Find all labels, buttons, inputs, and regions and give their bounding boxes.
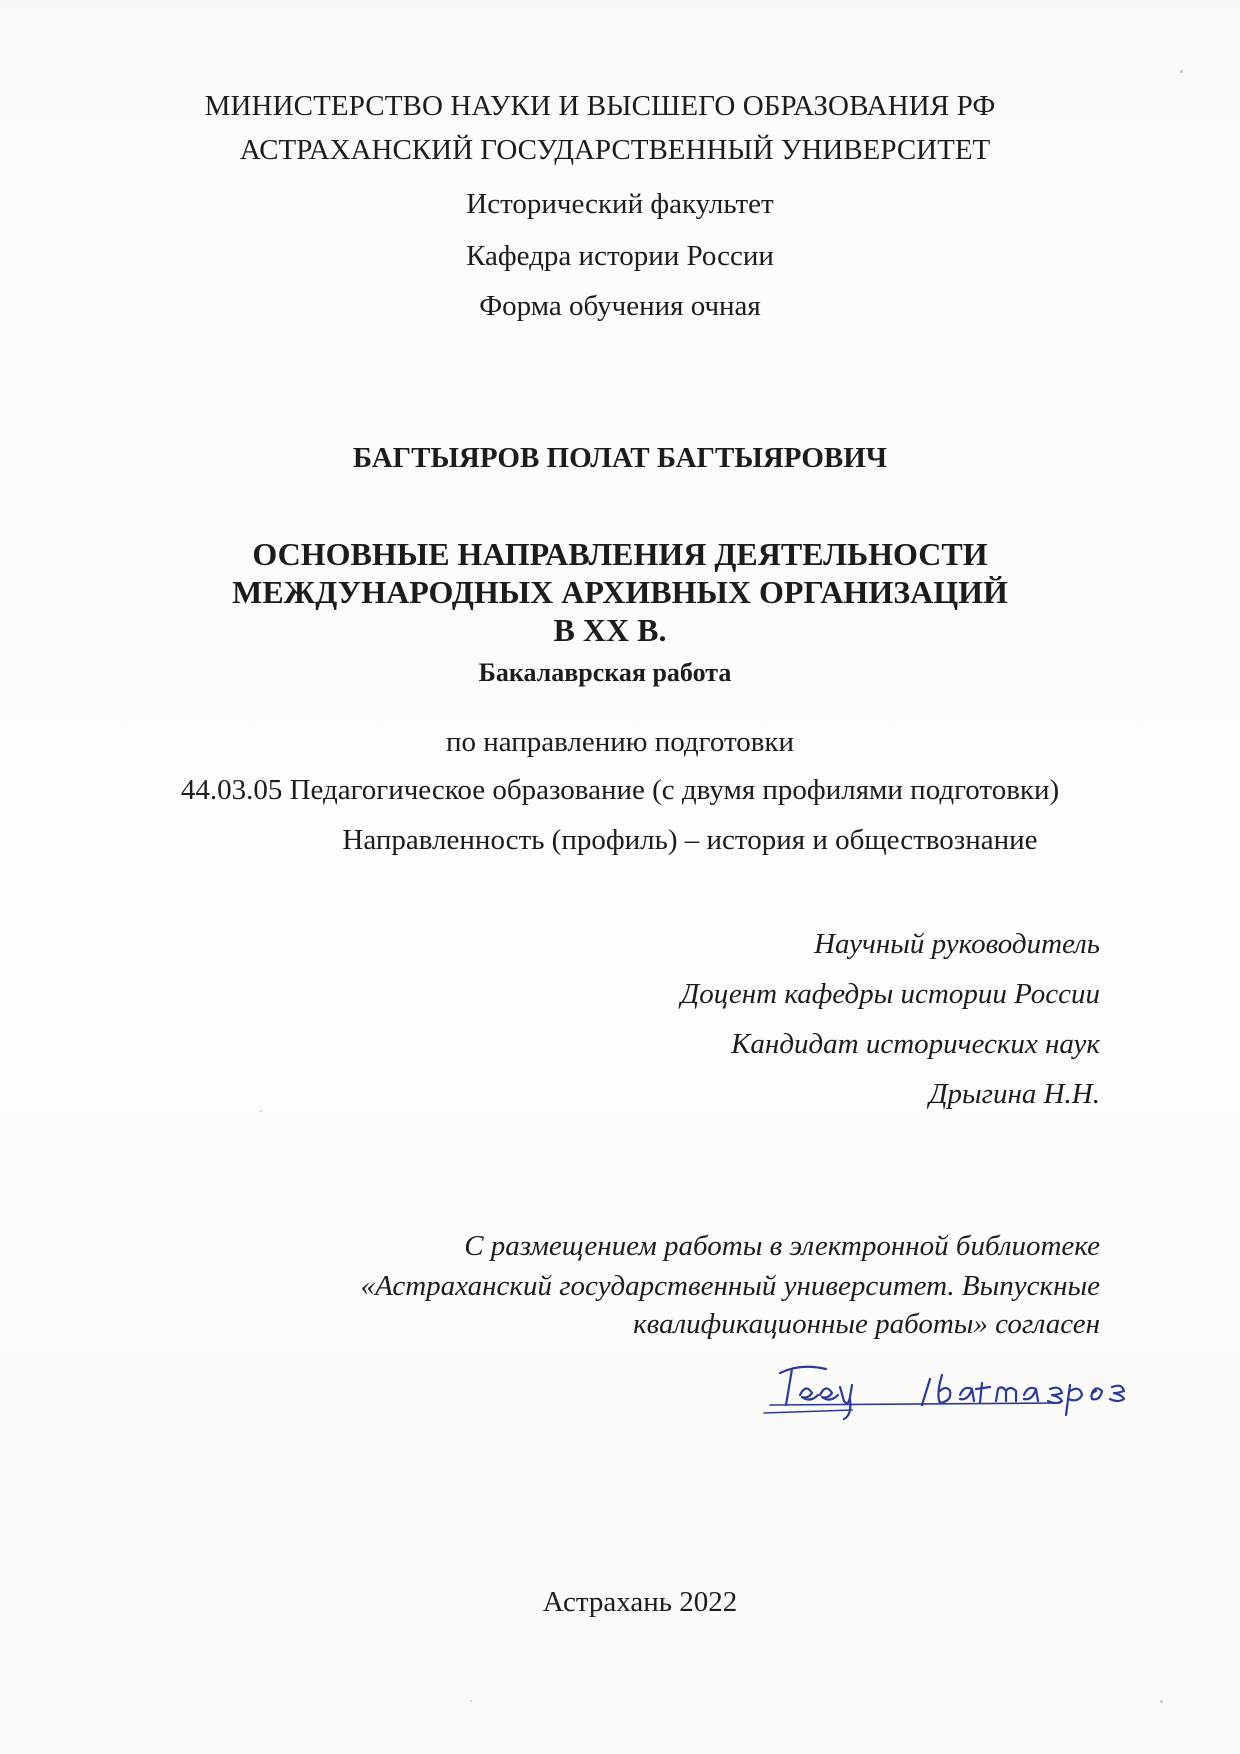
supervisor-role: Научный руководитель <box>814 928 1100 960</box>
consent-line-3: квалификационные работы» согласен <box>633 1308 1100 1340</box>
department-line: Кафедра истории России <box>466 240 774 272</box>
signature-icon <box>760 1355 1150 1425</box>
consent-line-2: «Астраханский государственный университет. Выпускные <box>360 1270 1100 1302</box>
scan-speck <box>1160 1700 1163 1703</box>
scan-speck <box>470 1700 472 1702</box>
thesis-title-line-3: В ХХ В. <box>553 612 667 648</box>
thesis-title-line-2: МЕЖДУНАРОДНЫХ АРХИВНЫХ ОРГАНИЗАЦИЙ <box>232 574 1008 610</box>
supervisor-position: Доцент кафедры истории России <box>680 978 1100 1010</box>
profile-line: Направленность (профиль) – история и обществознание <box>342 824 1038 856</box>
scan-speck <box>260 1110 262 1112</box>
author-name: БАГТЫЯРОВ ПОЛАТ БАГТЫЯРОВИЧ <box>352 442 888 474</box>
supervisor-name: Дрыгина Н.Н. <box>929 1078 1100 1110</box>
consent-line-1: С размещением работы в электронной библиотеке <box>464 1230 1100 1262</box>
work-type-label: Бакалаврская работа <box>478 658 732 687</box>
thesis-title-line-1: ОСНОВНЫЕ НАПРАВЛЕНИЯ ДЕЯТЕЛЬНОСТИ <box>252 536 988 572</box>
faculty-line: Исторический факультет <box>466 188 774 220</box>
direction-code: 44.03.05 Педагогическое образование (с двумя профилями подготовки) <box>180 774 1060 806</box>
supervisor-degree: Кандидат исторических наук <box>731 1028 1100 1060</box>
ministry-heading: МИНИСТЕРСТВО НАУКИ И ВЫСШЕГО ОБРАЗОВАНИЯ РФ <box>204 90 996 122</box>
study-form-line: Форма обучения очная <box>479 290 761 322</box>
city-year: Астрахань 2022 <box>542 1586 738 1618</box>
direction-label: по направлению подготовки <box>445 726 795 758</box>
scan-speck <box>1180 70 1183 73</box>
handwritten-signature <box>760 1355 1150 1425</box>
university-heading: АСТРАХАНСКИЙ ГОСУДАРСТВЕННЫЙ УНИВЕРСИТЕТ <box>239 134 991 166</box>
